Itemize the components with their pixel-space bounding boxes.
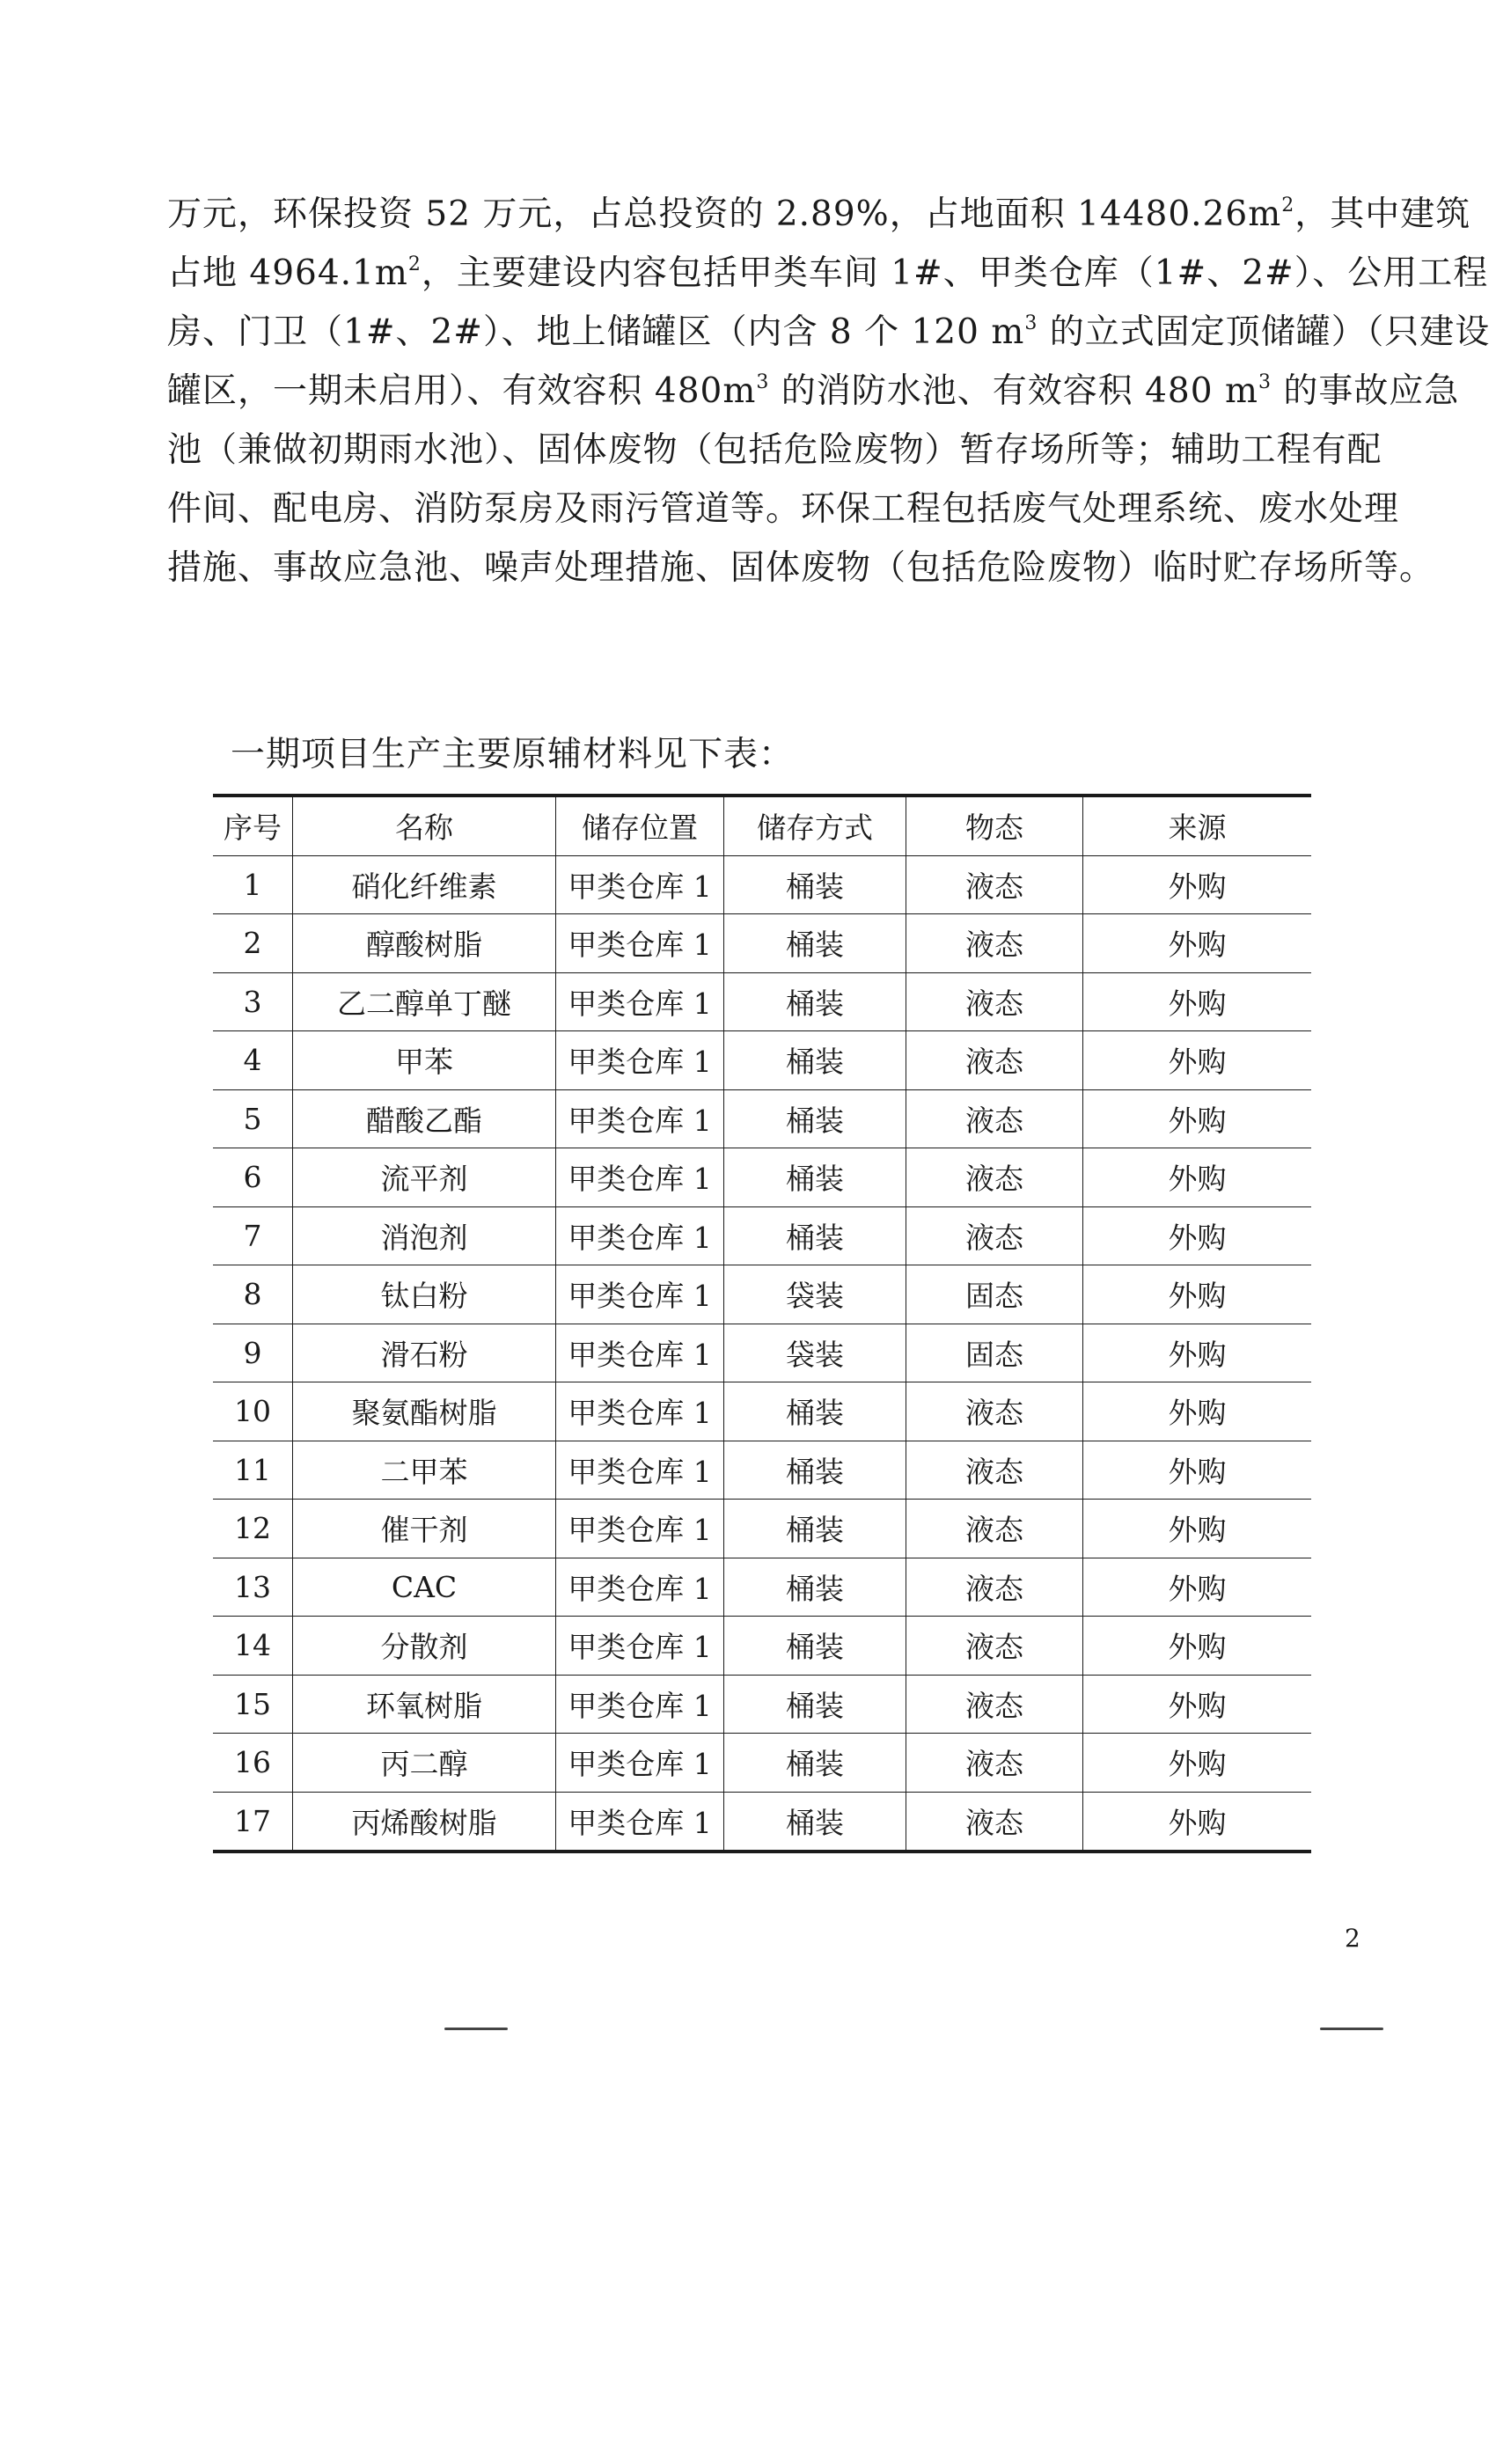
cell-source: 外购 [1083,1324,1312,1382]
table-row [213,1382,1311,1441]
table-row [213,1792,1311,1852]
cell-source: 外购 [1083,855,1312,914]
cell-source: 外购 [1083,1792,1312,1852]
cell-storage-method: 桶装 [724,1500,906,1558]
cell-physical-state: 固态 [906,1265,1083,1324]
cell-storage-location: 甲类仓库 1 [556,1792,724,1852]
paragraph-line: 池（兼做初期雨水池）、固体废物（包括危险废物）暂存场所等；辅助工程有配 [167,430,1382,470]
cell-storage-location: 甲类仓库 1 [556,1617,724,1676]
cell-source: 外购 [1083,1441,1312,1500]
cell-storage-location: 甲类仓库 1 [556,1148,724,1207]
cell-physical-state: 液态 [906,1441,1083,1500]
table-row [213,972,1311,1031]
table-row [213,1500,1311,1558]
cell-storage-location: 甲类仓库 1 [556,1675,724,1734]
cell-material-name: 流平剂 [293,1148,556,1207]
cell-serial-number: 1 [213,855,293,914]
cell-material-name: 消泡剂 [293,1206,556,1265]
header-storage-method: 储存方式 [724,796,906,855]
cell-source: 外购 [1083,914,1312,973]
table-row [213,914,1311,973]
cell-serial-number: 4 [213,1031,293,1090]
cell-physical-state: 固态 [906,1324,1083,1382]
cell-storage-method: 桶装 [724,972,906,1031]
table-row [213,1441,1311,1500]
cell-material-name: 醇酸树脂 [293,914,556,973]
superscript: 3 [756,371,770,393]
table-row [213,1089,1311,1148]
cell-storage-location: 甲类仓库 1 [556,1031,724,1090]
text-run: ，其中建筑 [1294,194,1471,234]
cell-material-name: 二甲苯 [293,1441,556,1500]
header-name: 名称 [293,796,556,855]
cell-serial-number: 6 [213,1148,293,1207]
cell-storage-location: 甲类仓库 1 [556,1324,724,1382]
table-header-row [213,796,1311,855]
cell-source: 外购 [1083,1031,1312,1090]
superscript: 2 [407,253,422,275]
cell-source: 外购 [1083,972,1312,1031]
cell-physical-state: 液态 [906,972,1083,1031]
cell-material-name: CAC [293,1558,556,1617]
cell-source: 外购 [1083,1148,1312,1207]
cell-storage-method: 桶装 [724,1206,906,1265]
text-run: ，主要建设内容包括甲类车间 1#、甲类仓库（1#、2#）、公用工程 [421,253,1489,293]
cell-material-name: 催干剂 [293,1500,556,1558]
cell-serial-number: 8 [213,1265,293,1324]
superscript: 2 [1281,194,1295,216]
cell-physical-state: 液态 [906,914,1083,973]
cell-storage-location: 甲类仓库 1 [556,1734,724,1793]
paragraph-line: 措施、事故应急池、噪声处理措施、固体废物（包括危险废物）临时贮存场所等。 [167,548,1435,588]
paragraph-line: 件间、配电房、消防泵房及雨污管道等。环保工程包括废气处理系统、废水处理 [167,489,1400,529]
text-run: 万元，环保投资 52 万元，占总投资的 2.89%，占地面积 14480.26m [167,194,1282,234]
cell-physical-state: 液态 [906,1382,1083,1441]
cell-material-name: 环氧树脂 [293,1675,556,1734]
cell-source: 外购 [1083,1617,1312,1676]
cell-physical-state: 液态 [906,1031,1083,1090]
table-row [213,1617,1311,1676]
cell-physical-state: 液态 [906,1089,1083,1148]
cell-physical-state: 液态 [906,1675,1083,1734]
page-number: 2 [1345,1924,1360,1953]
superscript: 3 [1258,371,1272,393]
cell-serial-number: 2 [213,914,293,973]
text-run: 罐区，一期未启用）、有效容积 480m [167,371,757,411]
cell-physical-state: 液态 [906,855,1083,914]
header-source: 来源 [1083,796,1312,855]
cell-serial-number: 14 [213,1617,293,1676]
cell-storage-method: 桶装 [724,1382,906,1441]
cell-storage-method: 袋装 [724,1265,906,1324]
header-physical-state: 物态 [906,796,1083,855]
cell-source: 外购 [1083,1206,1312,1265]
cell-physical-state: 液态 [906,1148,1083,1207]
cell-storage-location: 甲类仓库 1 [556,1265,724,1324]
text-run: 的消防水池、有效容积 480 m [769,371,1258,411]
cell-physical-state: 液态 [906,1558,1083,1617]
table-intro-text: 一期项目生产主要原辅材料见下表： [231,735,795,774]
cell-storage-method: 桶装 [724,1558,906,1617]
cell-physical-state: 液态 [906,1792,1083,1852]
raw-materials-table [213,794,1311,1853]
header-storage-location: 储存位置 [556,796,724,855]
cell-storage-location: 甲类仓库 1 [556,1382,724,1441]
cell-storage-location: 甲类仓库 1 [556,1500,724,1558]
cell-storage-location: 甲类仓库 1 [556,914,724,973]
cell-material-name: 丙烯酸树脂 [293,1792,556,1852]
cell-material-name: 分散剂 [293,1617,556,1676]
cell-source: 外购 [1083,1558,1312,1617]
cell-storage-method: 桶装 [724,1031,906,1090]
cell-storage-method: 桶装 [724,1148,906,1207]
table-row [213,1558,1311,1617]
table-row [213,1324,1311,1382]
cell-material-name: 硝化纤维素 [293,855,556,914]
cell-storage-method: 桶装 [724,1441,906,1500]
cell-storage-location: 甲类仓库 1 [556,855,724,914]
cell-storage-location: 甲类仓库 1 [556,1558,724,1617]
cell-storage-method: 桶装 [724,914,906,973]
cell-source: 外购 [1083,1265,1312,1324]
cell-material-name: 乙二醇单丁醚 [293,972,556,1031]
text-run: 房、门卫（1#、2#）、地上储罐区（内含 8 个 120 m [167,312,1025,352]
cell-source: 外购 [1083,1382,1312,1441]
cell-serial-number: 16 [213,1734,293,1793]
cell-material-name: 丙二醇 [293,1734,556,1793]
cell-storage-location: 甲类仓库 1 [556,1441,724,1500]
paragraph-line [167,362,1460,421]
scan-mark [1320,2028,1383,2030]
cell-storage-method: 桶装 [724,1792,906,1852]
text-run: 的事故应急 [1271,371,1460,411]
cell-storage-method: 桶装 [724,1734,906,1793]
cell-source: 外购 [1083,1734,1312,1793]
table-row [213,855,1311,914]
cell-material-name: 滑石粉 [293,1324,556,1382]
cell-source: 外购 [1083,1675,1312,1734]
text-run: 占地 4964.1m [167,253,408,293]
cell-storage-method: 袋装 [724,1324,906,1382]
table-row [213,1734,1311,1793]
cell-physical-state: 液态 [906,1734,1083,1793]
cell-storage-method: 桶装 [724,1617,906,1676]
cell-storage-method: 桶装 [724,855,906,914]
cell-source: 外购 [1083,1089,1312,1148]
table-row [213,1031,1311,1090]
cell-storage-method: 桶装 [724,1675,906,1734]
table-row [213,1148,1311,1207]
cell-serial-number: 12 [213,1500,293,1558]
cell-material-name: 钛白粉 [293,1265,556,1324]
table-row [213,1265,1311,1324]
project-description-paragraph [167,185,1491,598]
cell-serial-number: 7 [213,1206,293,1265]
cell-storage-location: 甲类仓库 1 [556,1206,724,1265]
cell-serial-number: 10 [213,1382,293,1441]
header-serial-number: 序号 [213,796,293,855]
paragraph-line [167,185,1471,244]
superscript: 3 [1024,312,1038,334]
cell-physical-state: 液态 [906,1617,1083,1676]
cell-storage-location: 甲类仓库 1 [556,972,724,1031]
table-row [213,1206,1311,1265]
cell-storage-method: 桶装 [724,1089,906,1148]
cell-physical-state: 液态 [906,1206,1083,1265]
cell-material-name: 甲苯 [293,1031,556,1090]
scan-mark [444,2028,508,2030]
cell-serial-number: 5 [213,1089,293,1148]
cell-physical-state: 液态 [906,1500,1083,1558]
text-run: 的立式固定顶储罐）（只建设 [1038,312,1491,352]
cell-serial-number: 9 [213,1324,293,1382]
cell-serial-number: 13 [213,1558,293,1617]
cell-serial-number: 17 [213,1792,293,1852]
paragraph-line [167,303,1491,362]
cell-serial-number: 11 [213,1441,293,1500]
cell-serial-number: 15 [213,1675,293,1734]
table-row [213,1675,1311,1734]
paragraph-line [167,244,1489,303]
cell-material-name: 聚氨酯树脂 [293,1382,556,1441]
cell-serial-number: 3 [213,972,293,1031]
cell-material-name: 醋酸乙酯 [293,1089,556,1148]
cell-storage-location: 甲类仓库 1 [556,1089,724,1148]
cell-source: 外购 [1083,1500,1312,1558]
